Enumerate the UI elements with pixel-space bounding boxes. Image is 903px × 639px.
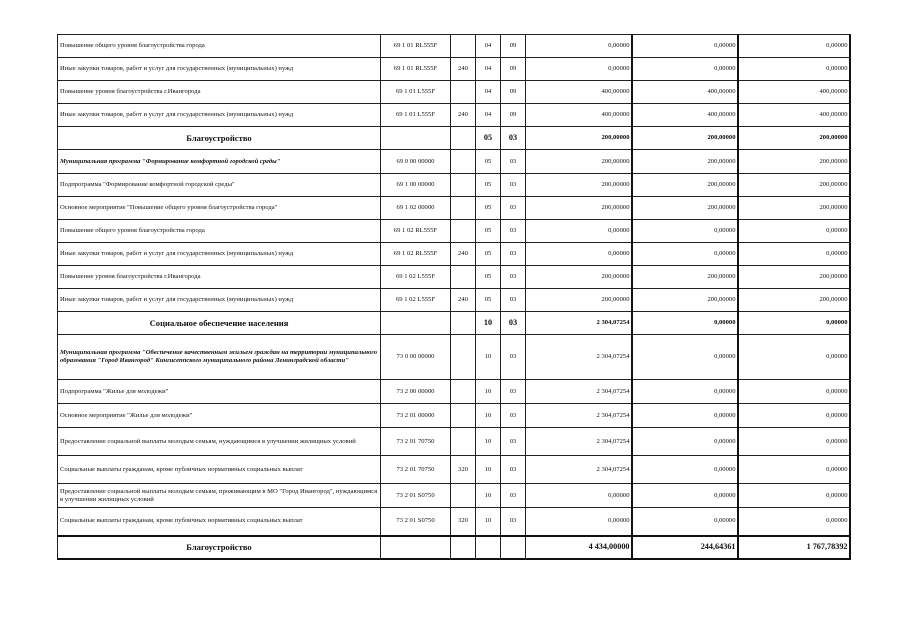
row-section: 05	[476, 174, 501, 197]
row-amount-1: 0,00000	[526, 243, 632, 266]
row-subsection: 03	[501, 127, 526, 150]
row-name: Повышение общего уровня благоустройства города	[58, 220, 381, 243]
row-amount-1: 200,00000	[526, 197, 632, 220]
total-empty-cell	[501, 536, 526, 559]
row-amount-2: 0,00000	[632, 312, 738, 335]
table-row	[58, 289, 850, 312]
row-target-code: 73 2 01 S0750	[381, 508, 451, 536]
row-name: Социальные выплаты гражданам, кроме публичных нормативных социальных выплат	[58, 508, 381, 536]
row-amount-3: 400,00000	[738, 104, 850, 127]
table-row	[58, 456, 850, 484]
row-subsection: 03	[501, 404, 526, 428]
row-amount-2: 200,00000	[632, 150, 738, 174]
row-amount-2: 200,00000	[632, 289, 738, 312]
row-expense-type: 320	[451, 508, 476, 536]
row-amount-3: 0,00000	[738, 484, 850, 508]
row-expense-type: 240	[451, 243, 476, 266]
row-section: 10	[476, 335, 501, 380]
row-expense-type	[451, 266, 476, 289]
row-subsection: 09	[501, 81, 526, 104]
row-amount-2: 0,00000	[632, 456, 738, 484]
row-section: 05	[476, 243, 501, 266]
row-section: 05	[476, 289, 501, 312]
row-target-code: 69 1 00 00000	[381, 174, 451, 197]
row-amount-3: 200,00000	[738, 197, 850, 220]
row-amount-3: 0,00000	[738, 404, 850, 428]
row-name: Подпрограмма "Формирование комфортной городской среды"	[58, 174, 381, 197]
table-row	[58, 81, 850, 104]
budget-table	[57, 34, 851, 560]
row-section: 04	[476, 58, 501, 81]
row-subsection: 03	[501, 266, 526, 289]
row-expense-type	[451, 484, 476, 508]
row-expense-type	[451, 197, 476, 220]
table-row	[58, 380, 850, 404]
section-title: Благоустройство	[58, 127, 381, 150]
row-amount-3: 0,00000	[738, 335, 850, 380]
row-section: 04	[476, 35, 501, 58]
row-target-code: 73 2 01 70750	[381, 428, 451, 456]
row-amount-1: 0,00000	[526, 35, 632, 58]
row-section: 05	[476, 220, 501, 243]
row-amount-3: 0,00000	[738, 456, 850, 484]
table-row	[58, 428, 850, 456]
row-section: 05	[476, 197, 501, 220]
row-amount-3: 200,00000	[738, 174, 850, 197]
program-title: Муниципальная программа "Формирование комфортной городской среды"	[58, 150, 381, 174]
row-amount-2: 0,00000	[632, 428, 738, 456]
row-amount-2: 0,00000	[632, 335, 738, 380]
row-name: Основное мероприятие "Повышение общего уровня благоустройства города"	[58, 197, 381, 220]
row-subsection: 03	[501, 197, 526, 220]
row-amount-2: 0,00000	[632, 508, 738, 536]
row-section: 10	[476, 428, 501, 456]
row-target-code: 73 2 01 00000	[381, 404, 451, 428]
table-row	[58, 197, 850, 220]
row-amount-1: 0,00000	[526, 484, 632, 508]
total-empty-cell	[381, 536, 451, 559]
row-subsection: 09	[501, 104, 526, 127]
row-subsection: 03	[501, 456, 526, 484]
row-target-code: 69 1 01 RL555F	[381, 58, 451, 81]
row-expense-type	[451, 404, 476, 428]
row-amount-1: 2 304,07254	[526, 380, 632, 404]
row-expense-type: 240	[451, 289, 476, 312]
table-row	[58, 104, 850, 127]
row-amount-2: 0,00000	[632, 243, 738, 266]
row-subsection: 03	[501, 484, 526, 508]
total-empty-cell	[451, 536, 476, 559]
program-row	[58, 335, 850, 380]
row-section: 05	[476, 266, 501, 289]
row-section: 05	[476, 127, 501, 150]
program-title: Муниципальная программа "Обеспечение качественным жильем граждан на территории муниципального образования "Город Ивангород" Кингисеппского муниципального района Ленинградской области"	[58, 335, 381, 380]
row-amount-1: 0,00000	[526, 220, 632, 243]
row-expense-type: 240	[451, 58, 476, 81]
row-name: Предоставление социальной выплаты молодым семьям, нуждающимся в улучшении жилищных условий	[58, 428, 381, 456]
row-target-code: 73 2 01 70750	[381, 456, 451, 484]
total-amount-1: 4 434,00000	[526, 536, 632, 559]
table-row	[58, 266, 850, 289]
row-subsection: 03	[501, 335, 526, 380]
row-amount-2: 0,00000	[632, 35, 738, 58]
table-row	[58, 484, 850, 508]
row-amount-2: 0,00000	[632, 380, 738, 404]
row-amount-1: 0,00000	[526, 508, 632, 536]
row-target-code	[381, 312, 451, 335]
row-amount-1: 200,00000	[526, 174, 632, 197]
row-subsection: 03	[501, 150, 526, 174]
table-row	[58, 243, 850, 266]
row-amount-3: 0,00000	[738, 35, 850, 58]
section-header-row	[58, 312, 850, 335]
row-expense-type	[451, 127, 476, 150]
total-amount-3: 1 767,78392	[738, 536, 850, 559]
section-header-row	[58, 127, 850, 150]
row-amount-2: 400,00000	[632, 104, 738, 127]
row-expense-type	[451, 428, 476, 456]
row-subsection: 03	[501, 174, 526, 197]
row-target-code: 69 1 02 00000	[381, 197, 451, 220]
row-expense-type	[451, 380, 476, 404]
row-section: 04	[476, 104, 501, 127]
table-row	[58, 35, 850, 58]
row-target-code: 73 0 00 00000	[381, 335, 451, 380]
row-amount-1: 2 304,07254	[526, 335, 632, 380]
row-subsection: 03	[501, 312, 526, 335]
row-target-code: 69 1 02 RL555F	[381, 220, 451, 243]
row-amount-3: 0,00000	[738, 380, 850, 404]
row-amount-3: 0,00000	[738, 428, 850, 456]
row-name: Иные закупки товаров, работ и услуг для государственных (муниципальных) нужд	[58, 289, 381, 312]
row-expense-type	[451, 220, 476, 243]
row-amount-1: 200,00000	[526, 127, 632, 150]
row-amount-2: 0,00000	[632, 220, 738, 243]
row-name: Повышение общего уровня благоустройства города	[58, 35, 381, 58]
row-target-code: 69 1 02 L555F	[381, 266, 451, 289]
row-amount-3: 0,00000	[738, 220, 850, 243]
row-amount-3: 0,00000	[738, 58, 850, 81]
row-subsection: 03	[501, 508, 526, 536]
row-amount-1: 200,00000	[526, 266, 632, 289]
row-section: 10	[476, 456, 501, 484]
row-section: 10	[476, 404, 501, 428]
row-amount-2: 200,00000	[632, 127, 738, 150]
row-amount-3: 200,00000	[738, 289, 850, 312]
row-name: Иные закупки товаров, работ и услуг для государственных (муниципальных) нужд	[58, 58, 381, 81]
row-subsection: 03	[501, 243, 526, 266]
row-expense-type: 240	[451, 104, 476, 127]
row-subsection: 03	[501, 428, 526, 456]
program-row	[58, 150, 850, 174]
row-subsection: 09	[501, 58, 526, 81]
section-title: Социальное обеспечение населения	[58, 312, 381, 335]
budget-sheet	[57, 34, 849, 560]
row-section: 10	[476, 380, 501, 404]
row-target-code: 69 1 01 L555F	[381, 81, 451, 104]
row-subsection: 03	[501, 220, 526, 243]
row-amount-2: 200,00000	[632, 174, 738, 197]
row-amount-3: 400,00000	[738, 81, 850, 104]
row-amount-2: 200,00000	[632, 197, 738, 220]
row-target-code: 73 2 00 00000	[381, 380, 451, 404]
row-expense-type	[451, 312, 476, 335]
row-name: Подпрограмма "Жилье для молодежи"	[58, 380, 381, 404]
row-target-code: 69 1 02 RL555F	[381, 243, 451, 266]
row-subsection: 03	[501, 289, 526, 312]
row-amount-1: 2 304,07254	[526, 456, 632, 484]
row-section: 10	[476, 312, 501, 335]
row-target-code: 69 0 00 00000	[381, 150, 451, 174]
row-amount-2: 0,00000	[632, 484, 738, 508]
row-amount-1: 2 304,07254	[526, 312, 632, 335]
row-amount-1: 2 304,07254	[526, 404, 632, 428]
row-name: Иные закупки товаров, работ и услуг для государственных (муниципальных) нужд	[58, 243, 381, 266]
row-name: Социальные выплаты гражданам, кроме публичных нормативных социальных выплат	[58, 456, 381, 484]
row-amount-3: 0,00000	[738, 312, 850, 335]
row-amount-2: 400,00000	[632, 81, 738, 104]
row-expense-type	[451, 174, 476, 197]
row-target-code: 69 1 01 L555F	[381, 104, 451, 127]
row-amount-2: 0,00000	[632, 404, 738, 428]
row-amount-3: 200,00000	[738, 266, 850, 289]
row-name: Предоставление социальной выплаты молодым семьям, проживающим в МО "Город Ивангород", нуждающимся в улучшении жилищных условий	[58, 484, 381, 508]
total-title: Благоустройство	[58, 536, 381, 559]
total-row	[58, 536, 850, 559]
row-amount-1: 2 304,07254	[526, 428, 632, 456]
row-name: Повышение уровня благоустройства г.Ивангорода	[58, 266, 381, 289]
row-section: 10	[476, 484, 501, 508]
table-row	[58, 174, 850, 197]
row-name: Основное мероприятие "Жилье для молодежи"	[58, 404, 381, 428]
table-row	[58, 508, 850, 536]
row-target-code: 73 2 01 S0750	[381, 484, 451, 508]
row-amount-3: 0,00000	[738, 508, 850, 536]
table-row	[58, 58, 850, 81]
total-empty-cell	[476, 536, 501, 559]
row-expense-type: 320	[451, 456, 476, 484]
row-subsection: 09	[501, 35, 526, 58]
row-name: Повышение уровня благоустройства г.Ивангорода	[58, 81, 381, 104]
row-subsection: 03	[501, 380, 526, 404]
row-amount-1: 0,00000	[526, 58, 632, 81]
row-section: 10	[476, 508, 501, 536]
row-amount-1: 400,00000	[526, 81, 632, 104]
row-amount-3: 200,00000	[738, 150, 850, 174]
table-row	[58, 220, 850, 243]
row-amount-1: 200,00000	[526, 289, 632, 312]
row-expense-type	[451, 35, 476, 58]
row-expense-type	[451, 150, 476, 174]
row-section: 04	[476, 81, 501, 104]
row-target-code	[381, 127, 451, 150]
row-amount-3: 200,00000	[738, 127, 850, 150]
row-target-code: 69 1 02 L555F	[381, 289, 451, 312]
row-expense-type	[451, 335, 476, 380]
row-amount-3: 0,00000	[738, 243, 850, 266]
row-expense-type	[451, 81, 476, 104]
row-section: 05	[476, 150, 501, 174]
row-amount-1: 200,00000	[526, 150, 632, 174]
row-name: Иные закупки товаров, работ и услуг для государственных (муниципальных) нужд	[58, 104, 381, 127]
row-amount-2: 0,00000	[632, 58, 738, 81]
row-amount-2: 200,00000	[632, 266, 738, 289]
row-target-code: 69 1 01 RL555F	[381, 35, 451, 58]
table-row	[58, 404, 850, 428]
total-amount-2: 244,64361	[632, 536, 738, 559]
row-amount-1: 400,00000	[526, 104, 632, 127]
